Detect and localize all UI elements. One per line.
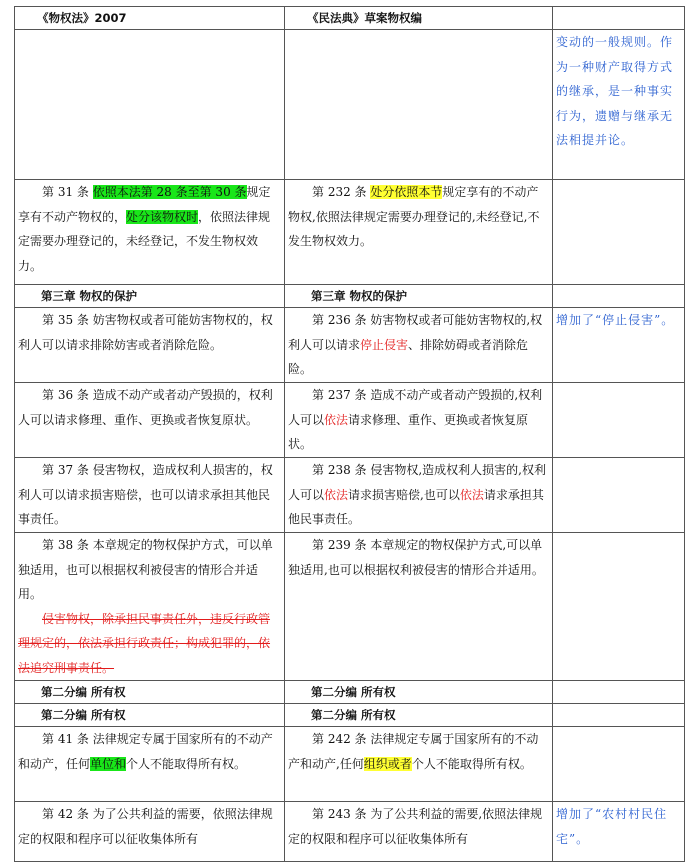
cell-note xyxy=(553,383,685,458)
article-text: 第 36 条 造成不动产或者动产毁损的，权利人可以请求修理、重作、更换或者恢复原状。 xyxy=(18,388,273,427)
section-row xyxy=(15,704,685,727)
cell-note xyxy=(553,285,685,308)
article-text: 第 37 条 侵害物权，造成权利人损害的，权利人可以请求损害赔偿，也可以请求承担其他民事责任。 xyxy=(18,463,273,526)
cell-note xyxy=(553,180,685,285)
cell-new xyxy=(285,30,553,180)
table-row xyxy=(15,308,685,383)
article-text: 请求损害赔偿,也可以 xyxy=(348,487,460,502)
cell-old xyxy=(15,180,285,285)
cell-new xyxy=(285,533,553,681)
article-text: 、排除妨碍或者消除危险。 xyxy=(288,337,529,376)
article-text: 请求修理、重作、更换或者恢复原状。 xyxy=(288,412,529,451)
changed-text: 停止侵害 xyxy=(360,337,409,352)
section-heading: 第二分编 所有权 xyxy=(15,681,285,704)
section-heading: 第三章 物权的保护 xyxy=(15,285,285,308)
header-row xyxy=(15,7,685,30)
cell-old xyxy=(15,533,285,681)
section-heading: 第三章 物权的保护 xyxy=(285,285,553,308)
section-heading: 第二分编 所有权 xyxy=(285,704,553,727)
header-col3 xyxy=(553,7,685,30)
table-row xyxy=(15,727,685,802)
article-text: 第 237 条 造成不动产或者动产毁损的,权利人可以 xyxy=(288,388,543,427)
cell-old xyxy=(15,727,285,802)
article-text: 规定享有的不动产物权,依照法律规定需要办理登记的,未经登记,不发生物权效力。 xyxy=(288,185,540,248)
cell-old xyxy=(15,308,285,383)
highlight-green: 处分该物权时 xyxy=(126,209,199,224)
article-text: 第 238 条 侵害物权,造成权利人损害的,权利人可以 xyxy=(288,463,546,502)
article-text: 第 38 条 本章规定的物权保护方式，可以单独适用，也可以根据权利被侵害的情形合并适用。 xyxy=(18,538,273,601)
article-text: 第 41 条 法律规定专属于国家所有的不动产和动产，任何 xyxy=(18,732,273,771)
article-text: 第 239 条 本章规定的物权保护方式,可以单独适用,也可以根据权利被侵害的情形合并适用。 xyxy=(288,538,544,577)
section-row xyxy=(15,285,685,308)
cell-note: 增加了“停止侵害”。 xyxy=(553,308,685,383)
header-col2: 《民法典》草案物权编 xyxy=(285,7,553,30)
article-text: 第 31 条 xyxy=(42,185,93,199)
highlight-green: 单位和 xyxy=(90,756,127,771)
cell-note xyxy=(553,458,685,533)
article-text: 第 232 条 xyxy=(312,185,371,199)
cell-note xyxy=(553,681,685,704)
article-text: 个人不能取得所有权。 xyxy=(126,756,247,771)
comparison-table xyxy=(14,6,685,862)
table-row xyxy=(15,533,685,681)
cell-note: 变动的一般规则。作为一种财产取得方式的继承，是一种事实行为，遗赠与继承无法相提并论。 xyxy=(553,30,685,180)
cell-old xyxy=(15,458,285,533)
article-text: 第 242 条 法律规定专属于国家所有的不动产和动产,任何 xyxy=(288,732,539,771)
cell-note: 增加了“农村村民住宅”。 xyxy=(553,802,685,862)
section-heading: 第二分编 所有权 xyxy=(285,681,553,704)
article-text: 第 35 条 妨害物权或者可能妨害物权的，权利人可以请求排除妨害或者消除危险。 xyxy=(18,313,273,352)
header-col1: 《物权法》2007 xyxy=(15,7,285,30)
article-text: 第 42 条 为了公共利益的需要，依照法律规定的权限和程序可以征收集体所有 xyxy=(18,807,273,846)
article-text: 请求承担其他民事责任。 xyxy=(288,487,544,526)
cell-new xyxy=(285,180,553,285)
table-row xyxy=(15,802,685,862)
cell-new xyxy=(285,802,553,862)
highlight-yellow: 组织或者 xyxy=(363,756,412,771)
cell-old xyxy=(15,383,285,458)
changed-text: 依法 xyxy=(459,487,484,502)
highlight-yellow: 处分依照本节 xyxy=(370,185,443,199)
table-row xyxy=(15,383,685,458)
cell-old xyxy=(15,30,285,180)
section-row xyxy=(15,681,685,704)
highlight-green: 依照本法第 28 条至第 30 条 xyxy=(92,185,247,199)
changed-text: 依法 xyxy=(324,487,349,502)
changed-text: 依法 xyxy=(324,412,349,427)
article-text: 规定享有不动产物权的， xyxy=(18,185,271,224)
cell-old xyxy=(15,802,285,862)
table-row xyxy=(15,458,685,533)
cell-note xyxy=(553,727,685,802)
article-text: 第 243 条 为了公共利益的需要,依照法律规定的权限和程序可以征收集体所有 xyxy=(288,807,543,846)
cell-new xyxy=(285,383,553,458)
table-row xyxy=(15,180,685,285)
section-heading: 第二分编 所有权 xyxy=(15,704,285,727)
table-row xyxy=(15,30,685,180)
article-text: 个人不能取得所有权。 xyxy=(411,756,532,771)
cell-new xyxy=(285,727,553,802)
article-text: 第 236 条 妨害物权或者可能妨害物权的,权利人可以请求 xyxy=(288,313,543,352)
deleted-text: 侵害物权，除承担民事责任外，违反行政管理规定的，依法承担行政责任；构成犯罪的，依法追究刑事责任。 xyxy=(18,611,271,675)
cell-new xyxy=(285,308,553,383)
cell-note xyxy=(553,533,685,681)
cell-new xyxy=(285,458,553,533)
cell-note xyxy=(553,704,685,727)
article-text: ，依照法律规定需要办理登记的，未经登记，不发生物权效力。 xyxy=(18,209,271,273)
